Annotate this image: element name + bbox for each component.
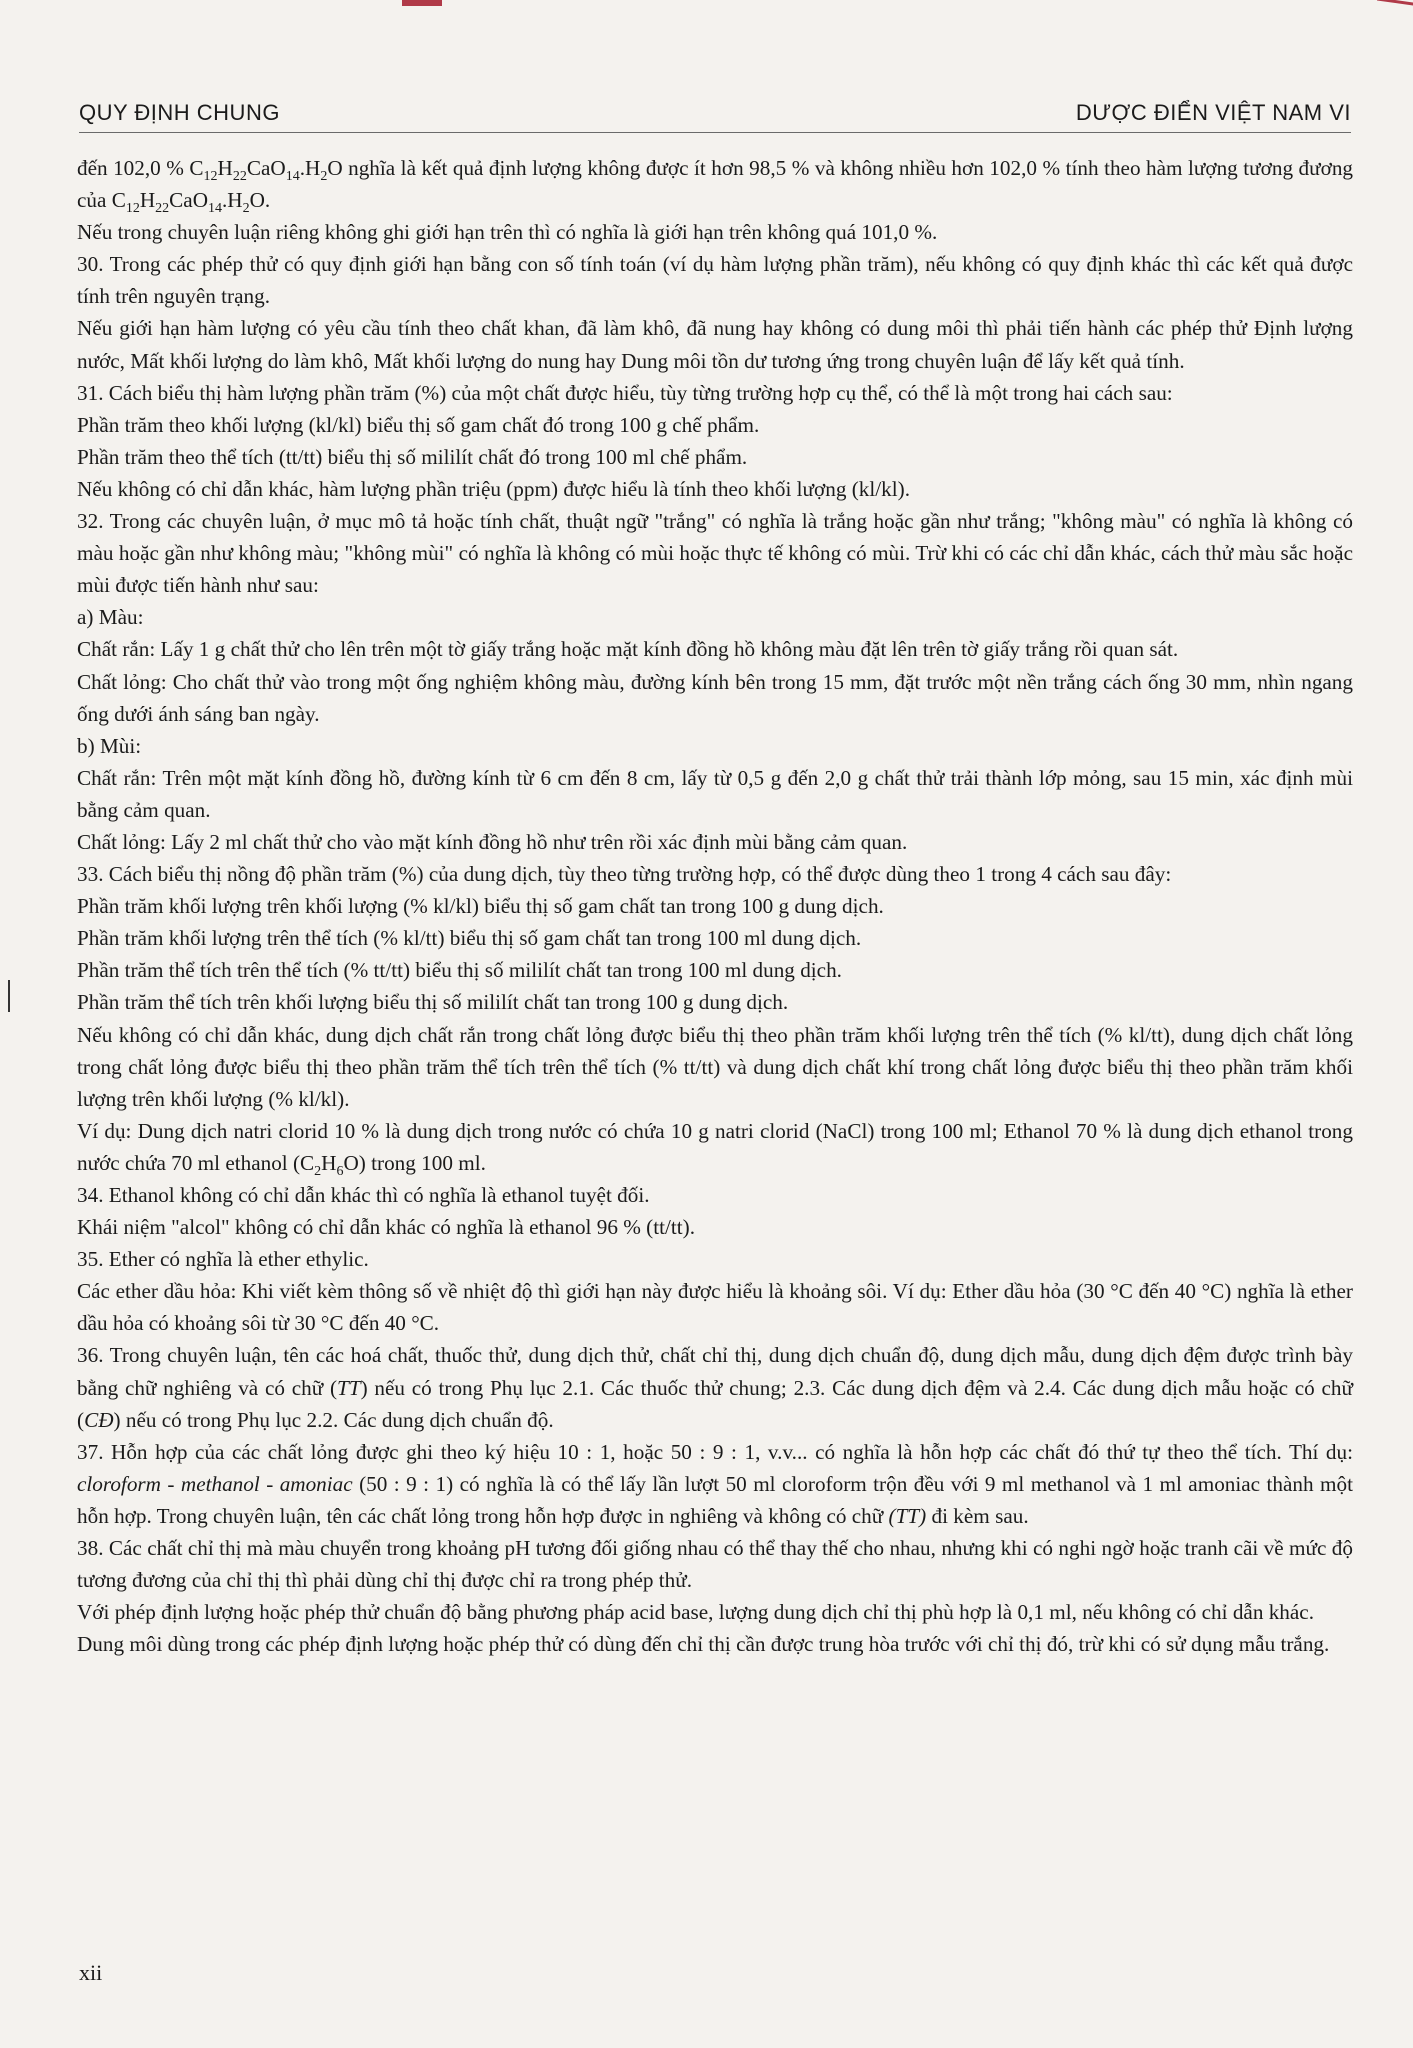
text-run: 36. Trong chuyên luận, tên các hoá chất, thuốc thử, dung dịch thử, chất chỉ thị, dung dịch chuẩn độ, dung dịch mẫu, dung dịch đệm được trình bày bằng chữ nghiêng và có chữ ( [77,1343,1353,1400]
text-run: CaO [246,156,286,180]
paragraph [77,505,1353,601]
text-run: 31. Cách biểu thị hàm lượng phần trăm (%) của một chất được hiểu, tùy từng trường hợp cụ thể, có thể là một trong hai cách sau: [77,380,1173,405]
text-run: Chất lỏng: Lấy 2 ml chất thử cho vào mặt kính đồng hồ như trên rồi xác định mùi bằng cảm quan. [77,829,908,854]
paragraph [77,954,1353,986]
text-run: Chất rắn: Lấy 1 g chất thử cho lên trên một tờ giấy trắng hoặc mặt kính đồng hồ không màu đặt lên trên tờ giấy trắng rồi quan sát. [77,637,1179,662]
text-run: 34. Ethanol không có chỉ dẫn khác thì có nghĩa là ethanol tuyệt đối. [77,1183,650,1207]
subscript: 2 [314,1164,322,1180]
body-text [77,152,1353,1660]
margin-mark [8,980,10,1012]
subscript: 14 [285,169,300,185]
text-run: Khái niệm "alcol" không có chỉ dẫn khác có nghĩa là ethanol 96 % (tt/tt). [77,1215,696,1240]
paragraph [77,1596,1353,1628]
text-run: đi kèm sau. [926,1503,1029,1528]
text-run: Ví dụ: Dung dịch natri clorid 10 % là dung dịch trong nước có chứa 10 g natri clorid (NaCl) trong 100 ml; Ethanol 70 % là dung dịch ethanol trong nước chứa 70 ml ethanol (C [77,1118,1353,1175]
paragraph [77,1339,1353,1435]
page-number: xii [79,1960,103,1985]
text-run: O) trong 100 ml. [343,1150,486,1175]
running-header [79,98,1351,133]
text-run: H [217,156,233,180]
paragraph [77,1628,1353,1660]
paragraph [77,1179,1353,1211]
paragraph [77,473,1353,505]
text-run: 38. Các chất chỉ thị mà màu chuyển trong khoảng pH tương đối giống nhau có thể thay thế cho nhau, nhưng khi có nghi ngờ hoặc tranh cãi về mức độ tương đương của chỉ thị thì phải dùng chỉ thị được chỉ ra trong phép thử. [77,1536,1353,1593]
book-title: DƯỢC ĐIỂN VIỆT NAM VI [1075,100,1351,125]
paragraph [77,858,1353,890]
text-run: Chất lỏng: Cho chất thử vào trong một ống nghiệm không màu, đường kính bên trong 15 mm, đặt trước một nền trắng cách ống 30 mm, nhìn ngang ống dưới ánh sáng ban ngày. [77,669,1353,726]
text-run: Nếu không có chỉ dẫn khác, dung dịch chất rắn trong chất lỏng được biểu thị theo phần trăm khối lượng trên thể tích (% kl/tt), dung dịch chất lỏng trong chất lỏng được biểu thị theo phần trăm thể tích trên thể tích (% tt/tt) và dung dịch chất khí trong chất lỏng được biểu thị theo phần trăm khối lượng trên khối lượng (% kl/kl). [77,1022,1353,1111]
paragraph [77,152,1353,216]
subscript: 14 [208,201,222,217]
paragraph [77,1532,1353,1596]
text-run: H [139,188,156,213]
text-run: a) Màu: [77,605,144,630]
paragraph [77,1211,1353,1243]
text-run: b) Mùi: [77,733,142,758]
text-run: 33. Cách biểu thị nồng độ phần trăm (%) của dung dịch, tùy theo từng trường hợp, có thể được dùng theo 1 trong 4 cách sau đây: [77,862,1172,887]
subscript: 22 [232,169,247,185]
text-run: Nếu không có chỉ dẫn khác, hàm lượng phần triệu (ppm) được hiểu là tính theo khối lượng (kl/kl). [77,476,910,501]
text-run: Các ether dầu hỏa: Khi viết kèm thông số về nhiệt độ thì giới hạn này được hiểu là khoảng sôi. Ví dụ: Ether dầu hỏa (30 °C đến 40 °C) nghĩa là ether dầu hỏa có khoảng sôi từ 30 °C đến 40 °C. [77,1279,1353,1336]
text-run: Dung môi dùng trong các phép định lượng hoặc phép thử có dùng đến chỉ thị cần được trung hòa trước với chỉ thị đó, trừ khi có sử dụng mẫu trắng. [77,1632,1330,1657]
paragraph [77,216,1353,248]
italic-text: cloroform - methanol - amoniac [77,1471,353,1496]
text-run: Với phép định lượng hoặc phép thử chuẩn độ bằng phương pháp acid base, lượng dung dịch chỉ thị phù hợp là 0,1 ml, nếu không có chỉ dẫn khác. [77,1600,1315,1625]
text-run: H [321,1150,337,1175]
text-run: .H [299,156,321,180]
text-run: Chất rắn: Trên một mặt kính đồng hồ, đường kính từ 6 cm đến 8 cm, lấy từ 0,5 g đến 2,0 g chất thử trải thành lớp mỏng, sau 15 min, xác định mùi bằng cảm quan. [77,765,1353,822]
section-title: QUY ĐỊNH CHUNG [79,100,280,125]
text-run: 35. Ether có nghĩa là ether ethylic. [77,1247,369,1272]
text-run: 32. Trong các chuyên luận, ở mục mô tả hoặc tính chất, thuật ngữ "trắng" có nghĩa là trắng hoặc gần như trắng; "không màu" có nghĩa là không có màu hoặc gần như không màu; "không mùi" có nghĩa là không có mùi hoặc thực tế không có mùi. Trừ khi có các chỉ dẫn khác, cách thử màu sắc hoặc mùi được tiến hành như sau: [77,509,1353,598]
corner-mark [1377,0,1413,20]
text-run: Phần trăm khối lượng trên thể tích (% kl/tt) biểu thị số gam chất tan trong 100 ml dung dịch. [77,926,862,951]
text-run: Phần trăm khối lượng trên khối lượng (% kl/kl) biểu thị số gam chất tan trong 100 g dung dịch. [77,894,884,919]
text-run: Phần trăm thể tích trên thể tích (% tt/tt) biểu thị số mililít chất tan trong 100 ml dung dịch. [77,958,842,983]
text-run: Phần trăm theo khối lượng (kl/kl) biểu thị số gam chất đó trong 100 g chế phẩm. [77,412,760,437]
paragraph [77,890,1353,922]
text-run: ) nếu có trong Phụ lục 2.2. Các dung dịch chuẩn độ. [113,1407,554,1432]
subscript: 22 [155,201,170,217]
text-run: CaO [169,188,208,213]
paragraph [77,762,1353,826]
text-run: Phần trăm thể tích trên khối lượng biểu thị số mililít chất tan trong 100 g dung dịch. [77,990,789,1015]
paragraph [77,826,1353,858]
paragraph [77,986,1353,1018]
subscript: 2 [320,169,328,185]
paragraph [77,312,1353,376]
italic-text: CĐ [84,1407,114,1432]
paragraph [77,922,1353,954]
paragraph [77,1243,1353,1275]
text-run: đến 102,0 % C [77,156,204,180]
subscript: 12 [203,169,218,185]
paragraph [77,1275,1353,1339]
subscript: 6 [336,1164,344,1180]
text-run: 37. Hỗn hợp của các chất lỏng được ghi theo ký hiệu 10 : 1, hoặc 50 : 9 : 1, v.v... có nghĩa là hỗn hợp các chất đó thứ tự theo thể tích. Thí dụ: [77,1439,1353,1464]
paragraph [77,248,1353,312]
paragraph [77,1436,1353,1532]
text-run: (50 : 9 : 1) có nghĩa là có thể lấy lần lượt 50 ml cloroform trộn đều với 9 ml methanol và 1 ml amoniac thành một hỗn hợp. Trong chuyên luận, tên các chất lỏng trong hỗn hợp được in nghiêng và không có chữ [77,1471,1353,1528]
text-run: O nghĩa là kết quả định lượng không được ít hơn 98,5 % và không nhiều hơn 102,0 % tính theo hàm lượng tương đương của C [77,156,1354,213]
subscript: 12 [125,201,140,217]
italic-text: TT [337,1375,361,1400]
paragraph [77,730,1353,762]
paragraph [77,601,1353,633]
text-run: 30. Trong các phép thử có quy định giới hạn bằng con số tính toán (ví dụ hàm lượng phần trăm), nếu không có quy định khác thì các kết quả được tính trên nguyên trạng. [77,252,1353,309]
text-run: Nếu giới hạn hàm lượng có yêu cầu tính theo chất khan, đã làm khô, đã nung hay không có dung môi thì phải tiến hành các phép thử Định lượng nước, Mất khối lượng do làm khô, Mất khối lượng do nung hay Dung môi tồn dư tương ứng trong chuyên luận để lấy kết quả tính. [77,316,1353,373]
italic-text: (TT) [888,1503,927,1528]
paragraph [77,377,1353,409]
paragraph [77,666,1353,730]
text-run: Nếu trong chuyên luận riêng không ghi giới hạn trên thì có nghĩa là giới hạn trên không quá 101,0 %. [77,220,938,245]
text-run: Phần trăm theo thể tích (tt/tt) biểu thị số mililít chất đó trong 100 ml chế phẩm. [77,444,748,469]
binding-mark [402,0,442,6]
text-run: .H [222,188,243,213]
paragraph [77,1019,1353,1115]
text-run: O. [249,188,271,213]
paragraph [77,633,1353,665]
paragraph [77,1115,1353,1179]
paragraph [77,409,1353,441]
text-run: ) nếu có trong Phụ lục 2.1. Các thuốc thử chung; 2.3. Các dung dịch đệm và 2.4. Các dung dịch mẫu hoặc có chữ ( [77,1375,1353,1432]
subscript: 2 [242,201,250,217]
paragraph [77,441,1353,473]
